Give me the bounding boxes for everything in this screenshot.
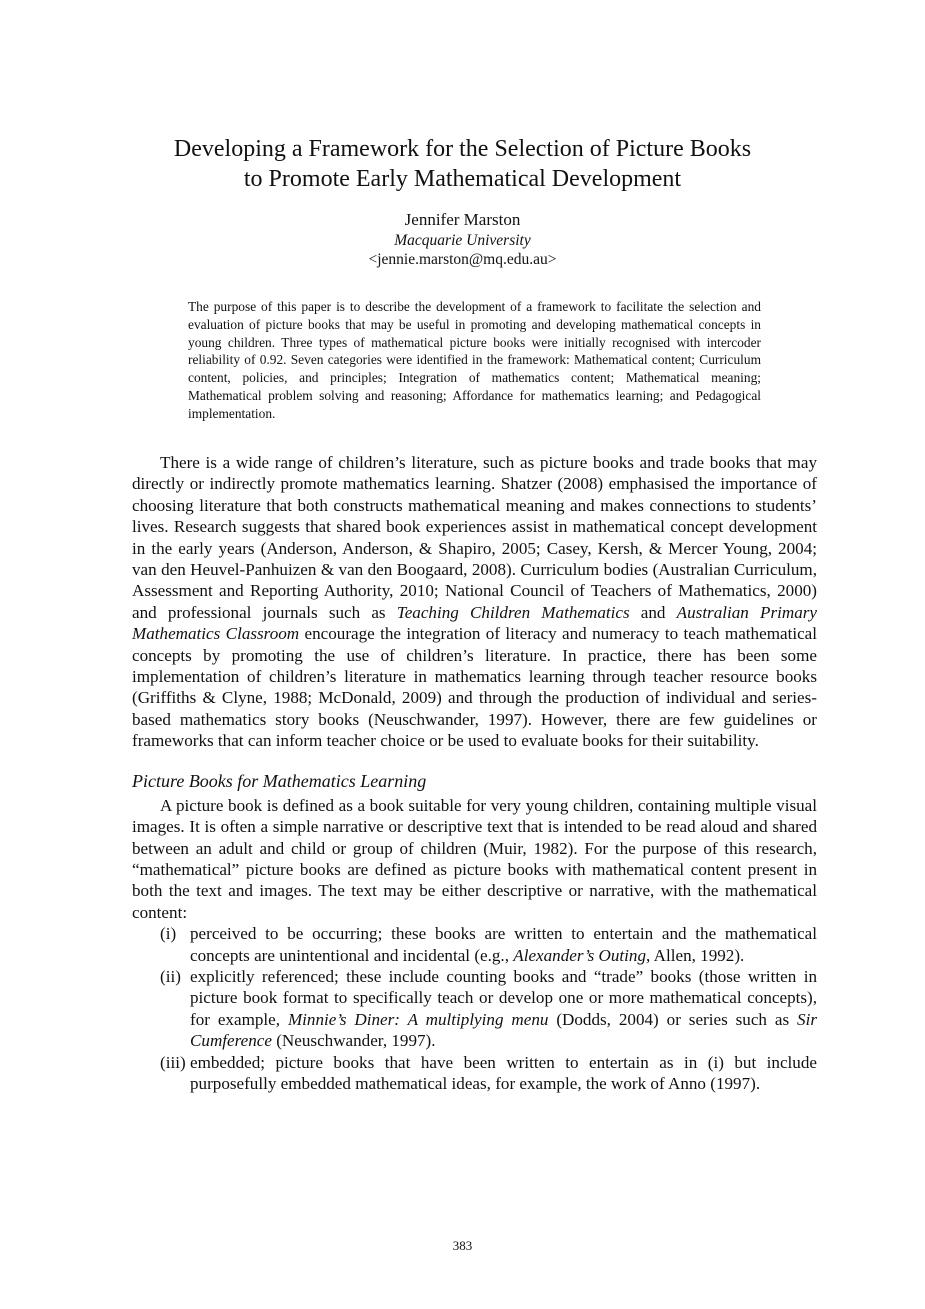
list-item xyxy=(132,966,817,1052)
author-name: Jennifer Marston xyxy=(404,210,521,229)
section-paragraph: A picture book is defined as a book suitable for very young children, containing multiple visual images. It is often a simple narrative or descriptive text that is intended to be read aloud and shared between an adult and child or group of children (Muir, 1982). For the purpose of this research, “mathematical” picture books are defined as picture books with mathematical content present in both the text and images. The text may be either descriptive or narrative, with the mathematical content: xyxy=(132,795,817,922)
content-type-list xyxy=(132,923,817,1094)
list-number: (ii) xyxy=(160,966,181,986)
author-affiliation: Macquarie University xyxy=(394,232,531,249)
intro-text-2: and xyxy=(629,602,677,622)
list-text: explicitly referenced; these include counting books and “trade” books (those written in picture book format to specifically teach or develop one or more mathematical concepts), for example, xyxy=(190,966,817,1029)
intro-text-3: encourage the integration of literacy and numeracy to teach mathematical concepts by promoting the use of children’s literature. In practice, there has been some implementation of children’s literature in mathematics learning through teacher resource books (Griffiths & Clyne, 1988; McDonald, 2009) and through the production of individual and series-based mathematics story books (Neuschwander, 1997). However, there are few guidelines or frameworks that can inform teacher choice or be used to evaluate books for their suitability. xyxy=(132,624,817,751)
journal-title-1: Teaching Children Mathematics xyxy=(396,602,630,622)
list-text: , Allen, 1992). xyxy=(646,945,745,965)
list-text: (Dodds, 2004) or series such as xyxy=(548,1009,798,1029)
journal-title-2: Australian Primary Mathematics Classroom xyxy=(132,602,818,644)
title-line-2: to Promote Early Mathematical Development xyxy=(243,166,682,192)
list-text: perceived to be occurring; these books are written to entertain and the mathematical concepts are unintentional and incidental (e.g., xyxy=(190,924,817,965)
book-title: Alexander’s Outing xyxy=(513,945,647,965)
page-number: 383 xyxy=(452,1238,473,1253)
intro-text-1: There is a wide range of children’s literature, such as picture books and trade books that may directly or indirectly promote mathematics learning. Shatzer (2008) emphasised the importance of choosing literature that both constructs mathematical meaning and makes connections to students’ lives. Research suggests that shared book experiences assist in mathematical concept development in the early years (Anderson, Anderson, & Shapiro, 2005; Casey, Kersh, & Mercer Young, 2004; van den Heuvel-Panhuizen & van den Boogaard, 2008). Curriculum bodies (Australian Curriculum, Assessment and Reporting Authority, 2010; National Council of Teachers of Mathematics, 2000) and professional journals such as xyxy=(132,453,817,622)
list-item xyxy=(132,1052,817,1095)
body-text xyxy=(132,452,817,1094)
abstract: The purpose of this paper is to describe the development of a framework to facilitate the selection and evaluation of picture books that may be useful in promoting and developing mathematical concepts in young children. Three types of mathematical picture books were initially recognised with intercoder reliability of 0.92. Seven categories were identified in the framework: Mathematical content; Curriculum content, policies, and principles; Integration of mathematics content; Mathematical meaning; Mathematical problem solving and reasoning; Affordance for mathematics learning; and Pedagogical implementation. xyxy=(188,299,761,421)
list-text: embedded; picture books that have been written to entertain as in (i) but include purposefully embedded mathematical ideas, for example, the work of Anno (1997). xyxy=(190,1052,817,1093)
author-email: <jennie.marston@mq.edu.au> xyxy=(368,251,557,268)
book-title: Sir Cumference xyxy=(190,1009,817,1051)
title-line-1: Developing a Framework for the Selection of Picture Books xyxy=(173,136,752,162)
intro-paragraph xyxy=(132,452,817,752)
book-title: Minnie’s Diner: A multiplying menu xyxy=(287,1009,549,1029)
list-item xyxy=(132,923,817,966)
list-number: (iii) xyxy=(160,1052,186,1072)
list-number: (i) xyxy=(160,924,177,944)
list-text: (Neuschwander, 1997). xyxy=(271,1031,436,1051)
paper-title xyxy=(0,134,925,194)
section-heading: Picture Books for Mathematics Learning xyxy=(132,770,427,791)
